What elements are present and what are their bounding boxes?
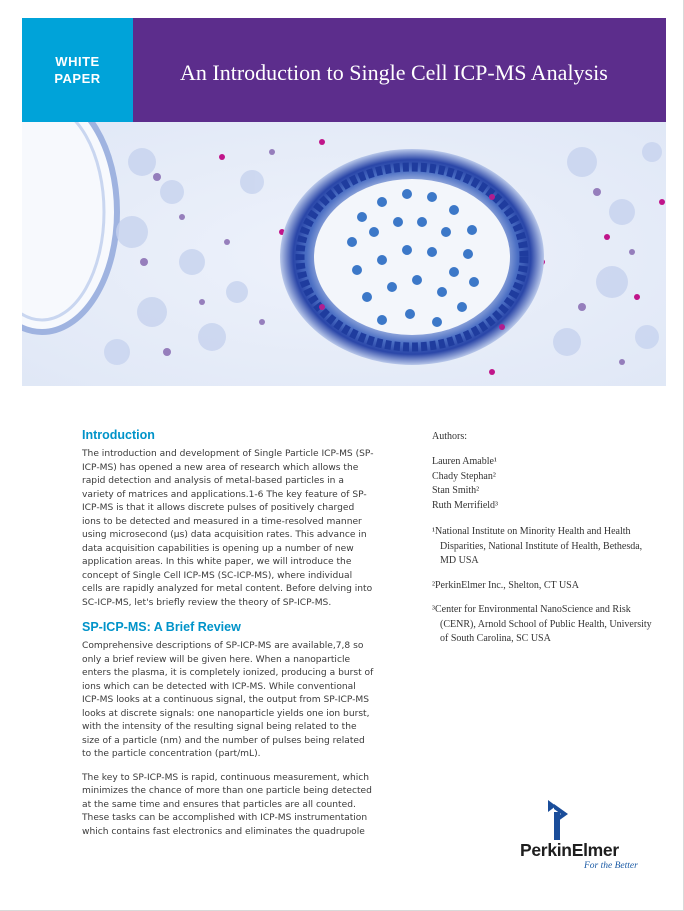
author-name: Lauren Amable¹ [432,456,497,467]
badge-line-2: PAPER [54,71,101,86]
review-paragraph-1: Comprehensive descriptions of SP-ICP-MS are available,7,8 so only a brief review will be given here. When a nanoparticle enters the plasma, it is completely ionized, producing a burst of ions which can be detected with ICP-MS. While conventional ICP-MS looks at a continuous signal, the output from SP-ICP-MS looks at discrete signals: one nanoparticle yields one ion burst, with the intensity of the resulting signal being related to the size of a particle (nm) and the number of pulses being related to the particle concentration (part/mL). [82,641,374,759]
authors-label: Authors: [432,431,467,442]
document-title: An Introduction to Single Cell ICP-MS Analysis [180,60,608,85]
main-text-column [82,428,374,849]
badge-line-1: WHITE [55,54,100,69]
review-paragraph-2: The key to SP-ICP-MS is rapid, continuous measurement, which minimizes the chance of more than one particle being detected at the same time and ensures that particles are all counted. These tasks can be accomplished with ICP-MS instrumentation which contains fast electronics and eliminates the quadrupole [82,772,372,837]
author-name: Stan Smith² [432,485,480,496]
affiliation: ³Center for Environmental NanoScience and Risk (CENR), Arnold School of Public Health, University of South Carolina, SC USA [432,604,652,644]
logo-tagline: For the Better [584,861,638,871]
perkinelmer-logo-text: PerkinElmer [520,840,619,860]
section-heading-introduction: Introduction [82,428,155,442]
section-heading-review: SP-ICP-MS: A Brief Review [82,620,241,634]
author-name: Chady Stephan² [432,470,496,482]
intro-paragraph: The introduction and development of Single Particle ICP-MS (SP-ICP-MS) has opened a new area of research which allows the rapid detection and analysis of metal-based particles in a variety of matrices and applications.1-6 The key feature of SP-ICP-MS is that it allows discrete pulses of positively charged ions to be detected and measured in a time-resolved manner using microsecond (μs) data acquisition rates. This advance in data acquisition capabilities is opening up a number of new application areas. In this white paper, we will introduce the concept of Single Cell ICP-MS (SC-ICP-MS), where individual cells are rapidly analyzed for metal content. Before delving into SC-ICP-MS, let's briefly review the theory of SP-ICP-MS. [82,449,374,608]
micrograph-image [22,122,666,386]
affiliation: ¹National Institute on Minority Health and Health Disparities, National Institute of Health, Bethesda, MD USA [432,526,643,566]
author-name: Ruth Merrifield³ [432,499,499,511]
white-paper-badge [22,18,133,122]
perkinelmer-logo-icon [546,800,574,840]
affiliation: ²PerkinElmer Inc., Shelton, CT USA [432,579,579,591]
authors-column [432,431,652,647]
